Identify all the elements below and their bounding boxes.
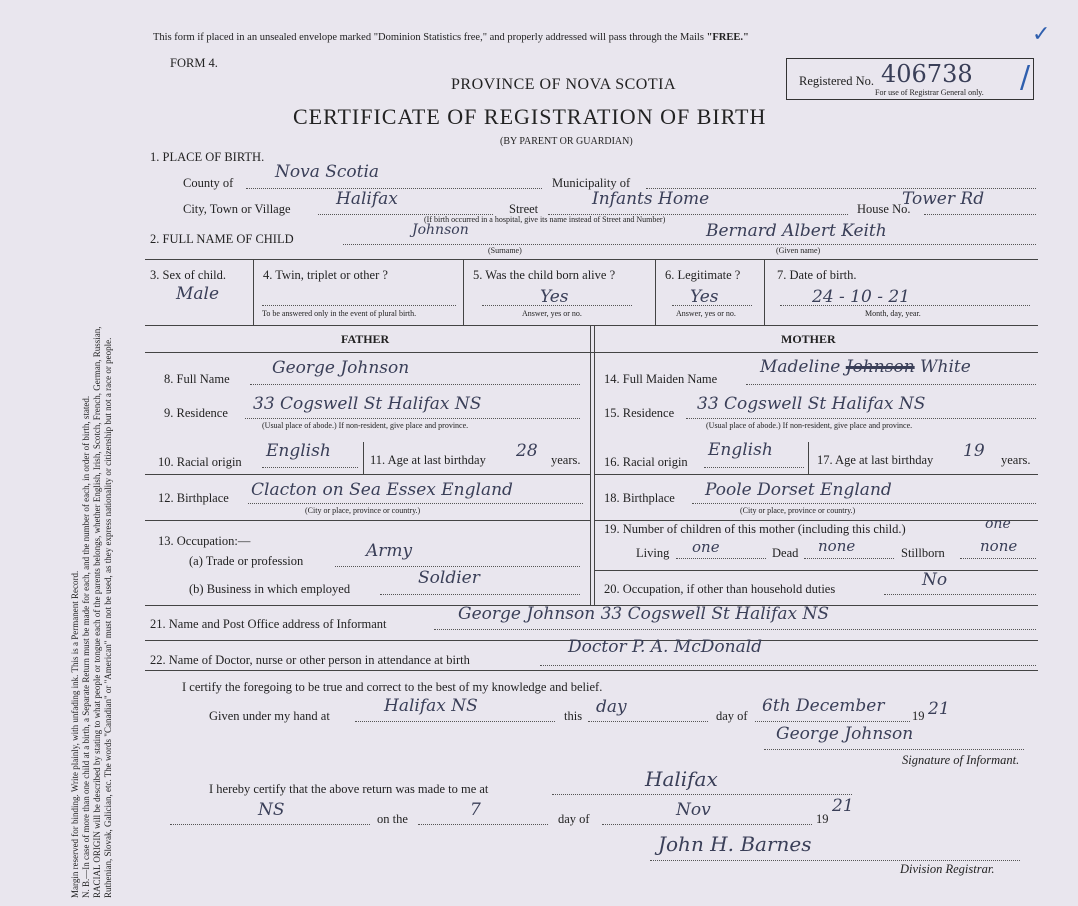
mother-occupation-value: No bbox=[922, 570, 948, 590]
form-number: FORM 4. bbox=[170, 56, 218, 70]
trade-value: Army bbox=[366, 541, 413, 561]
day-word: day bbox=[596, 697, 627, 717]
father-birthplace-note: (City or place, province or country.) bbox=[305, 506, 421, 515]
alive-label: 5. Was the child born alive ? bbox=[473, 268, 616, 282]
slash-mark-icon: / bbox=[1020, 60, 1031, 95]
house-label: House No. bbox=[857, 202, 911, 216]
father-name-label: 8. Full Name bbox=[164, 372, 230, 386]
mother-first-name: Madeline bbox=[760, 357, 841, 377]
father-heading: FATHER bbox=[341, 332, 390, 346]
living-label: Living bbox=[636, 546, 670, 560]
mother-maiden-surname: White bbox=[920, 357, 971, 377]
given-under-label: Given under my hand at bbox=[209, 709, 330, 723]
certificate-title: CERTIFICATE OF REGISTRATION OF BIRTH bbox=[293, 104, 767, 129]
mother-age-unit: years. bbox=[1001, 453, 1031, 467]
mother-residence-note: (Usual place of abode.) If non-resident, give place and province. bbox=[706, 421, 913, 430]
dob-note: Month, day, year. bbox=[865, 309, 921, 318]
mother-residence-value: 33 Cogswell St Halifax NS bbox=[697, 394, 926, 414]
given-place-value: Halifax NS bbox=[384, 696, 478, 716]
informant-value: George Johnson 33 Cogswell St Halifax NS bbox=[458, 604, 830, 624]
mother-birthplace-value: Poole Dorset England bbox=[705, 480, 892, 500]
stillborn-label: Stillborn bbox=[901, 546, 945, 560]
mother-struck-surname: Johnson bbox=[845, 357, 915, 377]
dead-label: Dead bbox=[772, 546, 799, 560]
registrar-signature: John H. Barnes bbox=[658, 832, 812, 856]
father-age-label: 11. Age at last birthday bbox=[370, 453, 486, 467]
return-year-value: 21 bbox=[832, 796, 854, 816]
mother-name-label: 14. Full Maiden Name bbox=[604, 372, 718, 386]
margin-line-2: N. B.—In case of more than one child at a birth, a Separate Return must be made for each, and the number of each, in order of birth, stated. bbox=[81, 395, 91, 898]
given-year-prefix: 19 bbox=[912, 709, 925, 723]
dob-label: 7. Date of birth. bbox=[777, 268, 857, 282]
return-place-value: Halifax bbox=[645, 767, 718, 791]
mother-birthplace-label: 18. Birthplace bbox=[604, 491, 675, 505]
informant-signature: George Johnson bbox=[776, 724, 914, 744]
dob-value: 24 - 10 - 21 bbox=[812, 287, 910, 307]
street-label: Street bbox=[509, 202, 539, 216]
given-caption: (Given name) bbox=[776, 246, 821, 255]
on-the-label: on the bbox=[377, 812, 408, 826]
children-label: 19. Number of children of this mother (including this child.) bbox=[604, 522, 906, 536]
mother-race-label: 16. Racial origin bbox=[604, 455, 688, 469]
registrar-only-note: For use of Registrar General only. bbox=[875, 88, 984, 97]
father-race-label: 10. Racial origin bbox=[158, 455, 242, 469]
this-label: this bbox=[564, 709, 583, 723]
father-residence-note: (Usual place of abode.) If non-resident, give place and province. bbox=[262, 421, 469, 430]
certify-text: I certify the foregoing to be true and correct to the best of my knowledge and belief. bbox=[182, 680, 603, 694]
county-value: Nova Scotia bbox=[275, 162, 380, 182]
mother-heading: MOTHER bbox=[781, 332, 836, 346]
given-year-value: 21 bbox=[928, 699, 950, 719]
mother-name-value bbox=[760, 357, 971, 377]
county-label: County of bbox=[183, 176, 234, 190]
stillborn-value: none bbox=[980, 537, 1018, 555]
check-mark-icon: ✓ bbox=[1032, 22, 1051, 47]
father-age-value: 28 bbox=[516, 441, 538, 461]
legitimate-note: Answer, yes or no. bbox=[676, 309, 736, 318]
margin-line-4: Ruthenian, Slovak, Galician, etc. The words "Canadian" or "American" must not be used, as they express nationality or citizenship but not a race or people. bbox=[103, 337, 113, 898]
trade-label: (a) Trade or profession bbox=[189, 554, 304, 568]
legitimate-value: Yes bbox=[690, 287, 719, 307]
child-name-label: 2. FULL NAME OF CHILD bbox=[150, 232, 294, 246]
province-heading: PROVINCE OF NOVA SCOTIA bbox=[451, 76, 677, 93]
registered-box bbox=[786, 58, 1034, 100]
business-label: (b) Business in which employed bbox=[189, 582, 351, 596]
dead-value: none bbox=[818, 537, 856, 555]
return-province-value: NS bbox=[258, 800, 285, 820]
father-birthplace-label: 12. Birthplace bbox=[158, 491, 229, 505]
municipality-label: Municipality of bbox=[552, 176, 631, 190]
informant-label: 21. Name and Post Office address of Informant bbox=[150, 617, 387, 631]
father-birthplace-value: Clacton on Sea Essex England bbox=[251, 480, 513, 500]
certificate-subtitle: (BY PARENT OR GUARDIAN) bbox=[500, 136, 633, 147]
free-mail-note: This form if placed in an unsealed envelope marked "Dominion Statistics free," and properly addressed will pass through the Mails "FREE." bbox=[153, 32, 749, 43]
doctor-label: 22. Name of Doctor, nurse or other person in attendance at birth bbox=[150, 653, 470, 667]
city-label: City, Town or Village bbox=[183, 202, 291, 216]
return-day-value: 7 bbox=[470, 800, 481, 820]
margin-line-1: Margin reserved for binding. Write plainly, with unfading ink. This is a Permanent Record. bbox=[70, 570, 80, 898]
sex-value: Male bbox=[176, 284, 220, 304]
father-residence-label: 9. Residence bbox=[164, 406, 228, 420]
doctor-value: Doctor P. A. McDonald bbox=[568, 637, 763, 657]
street-value: Infants Home bbox=[592, 189, 710, 209]
children-value: one bbox=[985, 516, 1011, 532]
return-year-prefix: 19 bbox=[816, 812, 829, 826]
mother-race-value: English bbox=[708, 440, 773, 460]
alive-value: Yes bbox=[540, 287, 569, 307]
alive-note: Answer, yes or no. bbox=[522, 309, 582, 318]
sex-label: 3. Sex of child. bbox=[150, 268, 227, 282]
child-surname-value: Johnson bbox=[412, 222, 469, 238]
father-race-value: English bbox=[266, 441, 331, 461]
legitimate-label: 6. Legitimate ? bbox=[665, 268, 741, 282]
father-age-unit: years. bbox=[551, 453, 581, 467]
mother-birthplace-note: (City or place, province or country.) bbox=[740, 506, 856, 515]
father-name-value: George Johnson bbox=[272, 358, 410, 378]
mother-age-value: 19 bbox=[963, 441, 985, 461]
mother-occupation-label: 20. Occupation, if other than household duties bbox=[604, 582, 836, 596]
surname-caption: (Surname) bbox=[488, 246, 522, 255]
child-given-value: Bernard Albert Keith bbox=[706, 221, 887, 241]
twin-note: To be answered only in the event of plural birth. bbox=[262, 309, 417, 318]
mother-age-label: 17. Age at last birthday bbox=[817, 453, 934, 467]
hospital-note: (If birth occurred in a hospital, give its name instead of Street and Number) bbox=[424, 215, 666, 224]
return-text: I hereby certify that the above return was made to me at bbox=[209, 782, 489, 796]
registered-number: 406738 bbox=[881, 60, 973, 88]
house-value: Tower Rd bbox=[902, 189, 985, 209]
return-month-value: Nov bbox=[676, 800, 711, 820]
margin-line-3: RACIAL ORIGIN will be described by stating to what people or tongue each of the parents belongs, whether English, Irish, Scotch, French, German, Russian, bbox=[92, 326, 102, 898]
father-occupation-label: 13. Occupation:— bbox=[158, 534, 251, 548]
registered-label: Registered No. bbox=[799, 74, 874, 88]
mother-residence-label: 15. Residence bbox=[604, 406, 675, 420]
city-value: Halifax bbox=[336, 189, 398, 209]
margin-instructions bbox=[70, 18, 114, 898]
place-heading: 1. PLACE OF BIRTH. bbox=[150, 150, 265, 164]
given-date-value: 6th December bbox=[762, 696, 885, 716]
twin-label: 4. Twin, triplet or other ? bbox=[263, 268, 388, 282]
living-value: one bbox=[692, 538, 720, 556]
father-residence-value: 33 Cogswell St Halifax NS bbox=[253, 394, 482, 414]
registrar-label: Division Registrar. bbox=[900, 862, 995, 876]
day-of-label: day of bbox=[716, 709, 748, 723]
business-value: Soldier bbox=[418, 568, 480, 588]
return-day-of-label: day of bbox=[558, 812, 590, 826]
signature-label: Signature of Informant. bbox=[902, 753, 1020, 767]
